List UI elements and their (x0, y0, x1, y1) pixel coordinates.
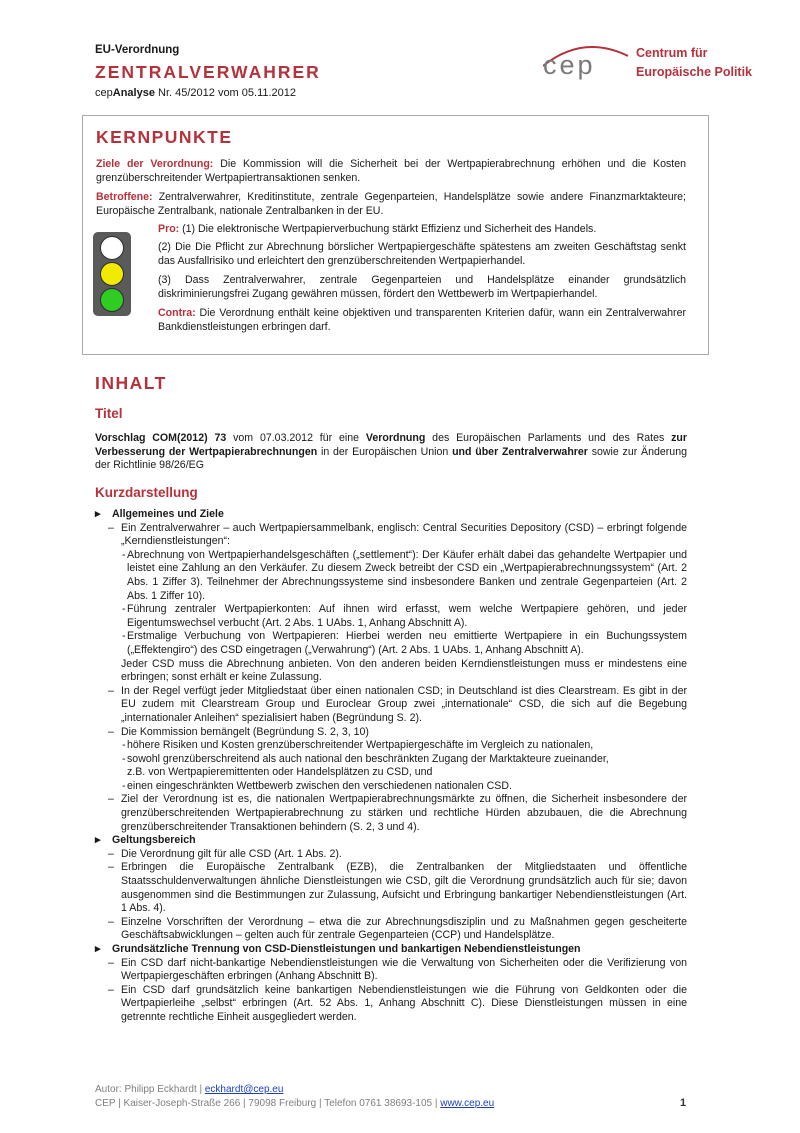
list-item: - Führung zentraler Wertpapierkonten: Auf ihnen wird erfasst, wem welche Wertpapiere gehören, und jeder Eigentumswechsel verbucht (Art. 2 Abs. 1 UAbs. 1, Anhang Abschnitt A). (95, 603, 687, 630)
title-paragraph (95, 432, 687, 473)
affected-text: Zentralverwahrer, Kreditinstitute, zentrale Gegenparteien, Handelsplätze sowie andere Finanzmarktakteure; Europäische Zentralbank, nationale Zentralbanken in der EU. (96, 191, 686, 217)
ref-prefix: cep (95, 87, 113, 100)
list-item: – Ein CSD darf nicht-bankartige Nebendienstleistungen wie die Verwaltung von Sicherheiten oder die Verifizierung von Wertpapiergeschäften erbringen (Anhang Abschnitt B). (95, 957, 687, 984)
logo-letters: cep (543, 50, 596, 80)
goals-label: Ziele der Verordnung: (96, 158, 214, 170)
title-part-8: sowie zur Änderung der Richtlinie 98/26/EG (95, 445, 687, 472)
title-part-6: in der Europäischen Union (317, 445, 453, 458)
list-item: – Einzelne Vorschriften der Verordnung – etwa die zur Abrechnungsdisziplin und zu Maßnahmen gegen gescheiterte Geschäftsabwicklungen – gelten auch für zentrale Gegenparteien (CCP) und Handelsplätze. (95, 916, 687, 943)
key-point-contra (158, 307, 686, 334)
list-item: - höhere Risiken und Kosten grenzüberschreitender Wertpapiergeschäfte im Vergleich zu nationalen, (95, 739, 687, 753)
goals-text: Die Kommission will die Sicherheit bei der Wertpapierabrechnung erhöhen und die Kosten grenzüberschreitender Wertpapiertransaktionen senken. (96, 158, 686, 184)
section-general: ▸ Allgemeines und Ziele (95, 508, 687, 522)
key-points-box (82, 115, 709, 355)
light-top (100, 236, 124, 260)
key-points-heading: KERNPUNKTE (96, 127, 233, 147)
title-part-4: des Europäischen Parlaments und des Rates (425, 432, 672, 444)
website-link[interactable]: www.cep.eu (440, 1098, 495, 1109)
key-point-pro-3: (3) Dass Zentralverwahrer, zentrale Gegenparteien und Handelsplätze einander grundsätzlich diskriminierungsfrei Zugang gewähren müssen, fördert den Wettbewerb im Wertpapierhandel. (158, 274, 686, 300)
traffic-light-icon (93, 232, 131, 316)
key-point-affected (96, 191, 686, 218)
list-item: - Erstmalige Verbuchung von Wertpapieren: Hierbei werden neu emittierte Wertpapiere in ein Buchungssystem („Effektengiro“) des CSD eingetragen („Verwahrung“) (Art. 2 Abs. 1 UAbs. 1, Anhang Abschnitt A). (95, 630, 687, 657)
affected-label: Betroffene: (96, 191, 153, 203)
summary-heading: Kurzdarstellung (95, 485, 198, 500)
list-item: – Ein Zentralverwahrer – auch Wertpapiersammelbank, englisch: Central Securities Depository (CSD) – erbringt folgende „Kerndienstleistungen“: (95, 522, 687, 549)
title-part-2: vom 07.03.2012 für eine (226, 432, 366, 444)
footer-address (95, 1097, 695, 1111)
contra-text: Die Verordnung enthält keine objektiven und transparenten Kriterien dafür, wann ein Zentralverwahrer Bankdienstleistungen erbringen darf. (158, 307, 686, 333)
key-point-pro-2: (2) Die Die Pflicht zur Abrechnung börslicher Wertpapiergeschäfte spätestens am zweiten Geschäftstag senkt das Ausfallrisiko und erleichtert den grenzüberschreitenden Wertpapierhandel. (158, 241, 686, 267)
title-part-3: Verordnung (365, 432, 426, 444)
list-item-continuation: Jeder CSD muss die Abrechnung anbieten. Von den anderen beiden Kerndienstleistungen muss er mindestens eine erbringen; sonst erhält er keine Zulassung. (121, 657, 687, 684)
footer-author (95, 1083, 695, 1097)
list-item-continuation: z.B. von Wertpapieremittenten oder Handelsplätzen zu CSD, und (127, 766, 433, 779)
title-part-7: und über Zentralverwahrer (452, 445, 588, 458)
title-heading: Titel (95, 406, 123, 421)
section-separation: ▸ Grundsätzliche Trennung von CSD-Dienstleistungen und bankartigen Nebendienstleistungen (95, 943, 687, 957)
title-part-1: Vorschlag COM(2012) 73 (95, 432, 227, 444)
author-email-link[interactable]: eckhardt@cep.eu (204, 1084, 284, 1095)
key-point-pro-1 (158, 223, 686, 237)
list-item: – Die Kommission bemängelt (Begründung S. 2, 3, 10) (95, 726, 687, 740)
list-item: – In der Regel verfügt jeder Mitgliedstaat über einen nationalen CSD; in Deutschland ist dies Clearstream. Es gibt in der EU zudem mit Clearstream Group und Euroclear Group zwei „internationale“ CSD, die sich auf die Begebung „internationaler Anleihen“ spezialisiert haben (Begründung S. 2). (95, 685, 687, 726)
light-middle (100, 262, 124, 286)
ref-rest: Nr. 45/2012 vom 05.11.2012 (154, 87, 297, 100)
section-scope: ▸ Geltungsbereich (95, 834, 687, 848)
document-header (95, 44, 321, 101)
analysis-reference (95, 87, 321, 101)
pro-label: Pro: (158, 223, 180, 235)
list-item: - sowohl grenzüberschreitend als auch national den beschränkten Zugang der Marktakteure zueinander, (95, 753, 687, 767)
light-bottom (100, 288, 124, 312)
document-title: ZENTRALVERWAHRER (95, 61, 321, 82)
list-item: – Die Verordnung gilt für alle CSD (Art. 1 Abs. 2). (95, 848, 687, 862)
contents-heading: INHALT (95, 373, 167, 393)
list-item: - einen eingeschränkten Wettbewerb zwischen den verschiedenen nationalen CSD. (95, 780, 687, 794)
list-item: – Erbringen die Europäische Zentralbank (EZB), die Zentralbanken der Mitgliedstaaten und öffentliche Staatsschuldenverwaltungen ähnliche Dienstleistungen wie CSD, gilt die Verordnung grundsätzlich auch für sie; davon ausgenommen sind die Bestimmungen zur Zulassung, Aufsicht und Erbringung bankartiger Nebendienstleistungen (Art. 1 Abs. 4). (95, 861, 687, 915)
document-type: EU-Verordnung (95, 44, 180, 56)
list-item: – Ziel der Verordnung ist es, die nationalen Wertpapierabrechnungsmärkte zu öffnen, die Sicherheit insbesondere der grenzüberschreitenden Wertpapierabrechnung zu stärken und rechtliche Hürden abzubauen, die die Abrechnung grenzüberschreitender Transaktionen behindern (S. 2, 3 und 4). (95, 793, 687, 834)
contra-label: Contra: (158, 307, 196, 319)
ref-bold: Analyse (112, 87, 155, 100)
title-part-5: zur Verbesserung der Wertpapierabrechnungen (95, 432, 687, 458)
page-number: 1 (680, 1097, 687, 1109)
logo-line-2: Europäische Politik (636, 65, 753, 79)
author-label: Autor: Philipp Eckhardt | (95, 1084, 205, 1095)
list-item: – Ein CSD darf grundsätzlich keine bankartigen Nebendienstleistungen wie die Führung von Geldkonten oder die Wertpapierleihe „selbst“ erbringen (Art. 52 Abs. 1, Anhang Abschnitt C). Diese Dienstleistungen müssen in eine getrennte rechtliche Einheit ausgegliedert werden. (95, 984, 687, 1025)
address-text: CEP | Kaiser-Joseph-Straße 266 | 79098 Freiburg | Telefon 0761 38693-105 | (95, 1098, 441, 1109)
pro-1-text: (1) Die elektronische Wertpapierverbuchung stärkt Effizienz und Sicherheit des Handels. (179, 223, 597, 235)
logo-line-1: Centrum für (636, 46, 708, 60)
list-item: - Abrechnung von Wertpapierhandelsgeschäften („settlement“): Der Käufer erhält dabei das gehandelte Wertpapier und leistet eine Zahlung an den Verkäufer. Zu diesem Zweck betreibt der CSD ein „Wertpapierabrechnungssystem“ (Art. 2 Abs. 1 Ziffer 3). Teilnehmer der Abrechnungssysteme sind insbesondere Banken und zentrale Gegenparteien (Art. 2 Abs. 1 Ziffer 10). (95, 549, 687, 603)
summary-content (95, 508, 687, 1025)
key-point-goals (96, 158, 686, 185)
page-footer (95, 1083, 695, 1111)
logo-wordmark (636, 44, 752, 82)
